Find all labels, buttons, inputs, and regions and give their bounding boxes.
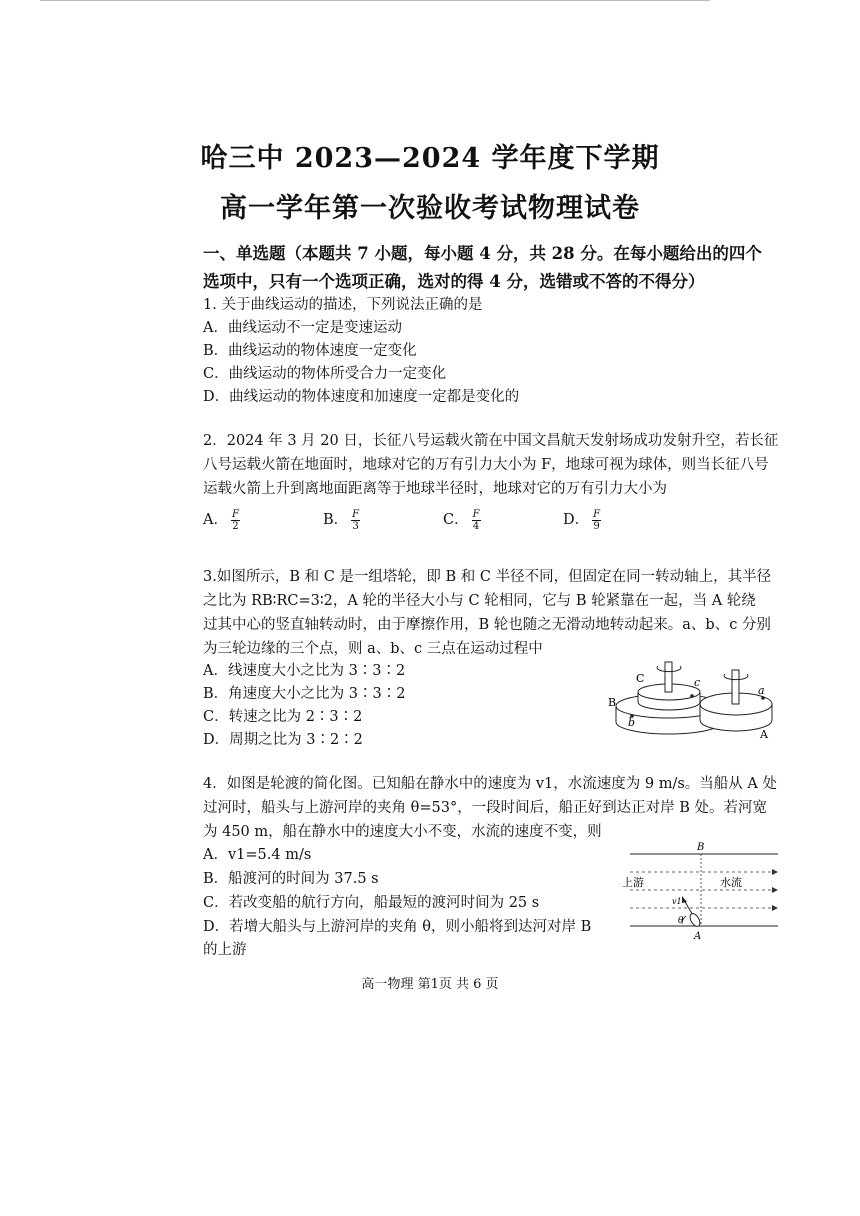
q2-option-b-label: B．	[323, 512, 349, 528]
fig-label-c: c	[694, 676, 701, 689]
exam-title-line1: 哈三中 2023—2024 学年度下学期	[200, 143, 660, 174]
q2-option-d-fraction: $\frac{F}{9}$	[593, 508, 601, 532]
fig-label-B: B	[697, 842, 705, 853]
q4-river-figure	[600, 840, 785, 942]
q3-line4: 为三轮边缘的三个点，则 a、b、c 三点在运动过程中	[203, 641, 543, 657]
q4-option-d: D．若增大船头与上游河岸的夹角 θ，则小船将到达河对岸 B	[203, 919, 592, 935]
q2-option-a	[203, 508, 240, 532]
q1-stem: 1. 关于曲线运动的描述，下列说法正确的是	[203, 297, 483, 313]
section-heading-line1: 一、单选题（本题共 7 小题，每小题 4 分，共 28 分。在每小题给出的四个	[203, 244, 762, 263]
q3-line2: 之比为 RB∶RC=3∶2，A 轮的半径大小与 C 轮相同，它与 B 轮紧靠在一起，当 A 轮绕	[203, 593, 756, 609]
fig-label-theta: θ	[678, 916, 684, 926]
q2-option-a-fraction: $\frac{F}{2}$	[231, 508, 239, 532]
fig-label-a: a	[758, 684, 765, 697]
q1-option-b: B．曲线运动的物体速度一定变化	[203, 343, 417, 359]
q2-option-c	[443, 508, 481, 532]
section-heading-line2: 选项中，只有一个选项正确，选对的得 4 分，选错或不答的不得分）	[203, 272, 705, 291]
page-footer: 高一物理 第1页 共 6 页	[361, 977, 499, 992]
q4-option-b: B．船渡河的时间为 37.5 s	[203, 871, 379, 887]
q2-option-b	[323, 508, 360, 532]
exam-title-line2: 高一学年第一次验收考试物理试卷	[220, 193, 640, 224]
q2-line3: 运载火箭上升到离地面距离等于地球半径时，地球对它的万有引力大小为	[203, 481, 667, 497]
q4-line2: 过河时，船头与上游河岸的夹角 θ=53°，一段时间后，船正好到达正对岸 B 处。若河宽	[203, 800, 768, 816]
q3-option-b: B．角速度大小之比为 3∶3∶2	[203, 686, 406, 702]
q3-option-d: D．周期之比为 3∶2∶2	[203, 732, 363, 748]
q3-option-a: A．线速度大小之比为 3∶3∶2	[203, 663, 406, 679]
q4-option-d-cont: 的上游	[203, 942, 247, 958]
q2-line2: 八号运载火箭在地面时，地球对它的万有引力大小为 F，地球可视为球体，则当长征八号	[203, 457, 769, 473]
fig-label-C: C	[636, 672, 645, 685]
q2-option-c-label: C．	[443, 512, 469, 528]
scan-edge-line	[40, 0, 710, 1]
q4-line3: 为 450 m，船在静水中的速度大小不变，水流的速度不变，则	[203, 824, 602, 840]
q2-option-b-fraction: $\frac{F}{3}$	[352, 508, 360, 532]
fig-label-A: A	[760, 728, 768, 741]
fig-label-flow: 水流	[720, 876, 742, 889]
fig-label-v1: v1	[672, 897, 682, 906]
q1-option-d: D．曲线运动的物体速度和加速度一定都是变化的	[203, 389, 520, 405]
q3-line3: 过其中心的竖直轴转动时，由于摩擦作用，B 轮也随之无滑动地转动起来。a、b、c 分别	[203, 617, 771, 633]
q3-line1: 3.如图所示，B 和 C 是一组塔轮，即 B 和 C 半径不同，但固定在同一转动轴上，其半径	[203, 569, 772, 585]
q3-wheel-figure	[608, 652, 778, 744]
q2-option-a-label: A．	[203, 512, 228, 528]
q1-option-a: A．曲线运动不一定是变速运动	[203, 320, 402, 336]
fig-label-b: b	[628, 716, 636, 729]
fig-label-A: A	[694, 931, 702, 942]
q2-option-c-fraction: $\frac{F}{4}$	[472, 508, 480, 532]
q2-line1: 2．2024 年 3 月 20 日，长征八号运载火箭在中国文昌航天发射场成功发射升空，若长征	[203, 433, 779, 449]
q2-option-d-label: D．	[563, 512, 590, 528]
q4-line1: 4．如图是轮渡的简化图。已知船在静水中的速度为 v1，水流速度为 9 m/s。当船从 A 处	[203, 776, 777, 792]
fig-label-B: B	[608, 696, 617, 709]
fig-label-upstream: 上游	[622, 876, 644, 889]
q4-option-a: A．v1=5.4 m/s	[203, 847, 312, 863]
q1-option-c: C．曲线运动的物体所受合力一定变化	[203, 366, 447, 382]
q2-option-d	[563, 508, 601, 532]
q3-option-c: C．转速之比为 2∶3∶2	[203, 709, 363, 725]
q4-option-c: C．若改变船的航行方向，船最短的渡河时间为 25 s	[203, 895, 540, 911]
